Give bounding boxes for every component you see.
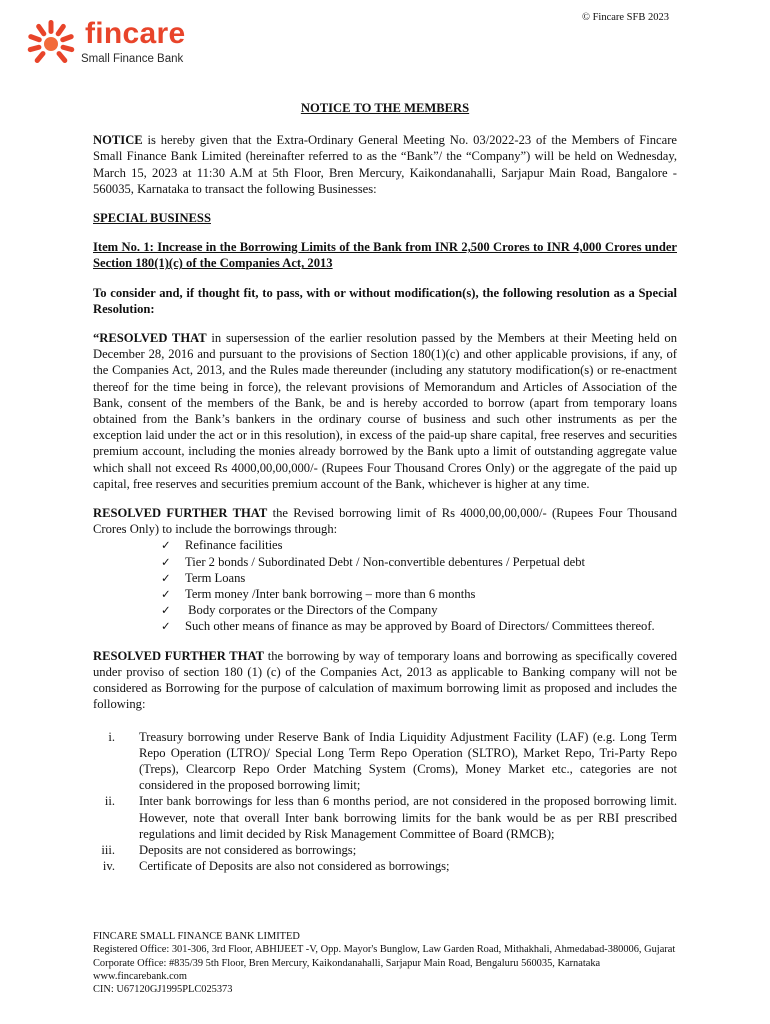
list-item <box>161 618 677 634</box>
list-item <box>161 602 677 618</box>
intro-text: is hereby given that the Extra-Ordinary General Meeting No. 03/2022-23 of the Members of Fincare Small Finance Bank Limited (hereinafter referred to as the “Bank”/ the “Company”) will be held on Wednesday, March 15, 2023 at 11:30 A.M at 5th Floor, Bren Mercury, Kaikondanahalli, Sarjapur Main Road, Bangalore - 560035, Karnataka to transact the following Businesses: <box>93 133 677 196</box>
list-item <box>93 858 677 874</box>
notice-title: NOTICE TO THE MEMBERS <box>300 101 470 115</box>
list-item-text: Inter bank borrowings for less than 6 months period, are not considered in the proposed borrowing limit. However, note that overall Inter bank borrowing limits for the bank would be as per RBI prescribed regulations and limit decided by Risk Management Committee of Board (RMCB); <box>139 794 677 841</box>
intro-lead: NOTICE <box>93 133 143 148</box>
exclusions-list <box>93 729 677 875</box>
list-item-number: i. <box>108 729 115 744</box>
special-business-heading <box>93 210 677 226</box>
list-item <box>161 537 677 553</box>
footer-registered-office: Registered Office: 301-306, 3rd Floor, ABHIJEET -V, Opp. Mayor's Bunglow, Law Garden Road, Mithakhali, Ahmedabad-380006, Gujarat <box>93 944 676 956</box>
list-item-label: Body corporates or the Directors of the Company <box>185 603 438 618</box>
resolved-paragraph-1 <box>93 330 677 492</box>
intro-paragraph <box>93 132 677 197</box>
footer-cin: CIN: U67120GJ1995PLC025373 <box>93 984 233 996</box>
resolved-lead-2: RESOLVED FURTHER THAT <box>93 506 268 521</box>
page-footer <box>93 930 693 996</box>
notice-body <box>93 100 677 874</box>
fincare-logo <box>25 18 225 74</box>
checkmark-icon: ✓ <box>161 619 171 634</box>
fincare-logo-mark-icon <box>25 18 77 70</box>
logo-tagline: Small Finance Bank <box>81 53 184 65</box>
list-item-label: Term money /Inter bank borrowing – more than 6 months <box>185 587 476 602</box>
list-item <box>93 729 677 794</box>
checkmark-icon: ✓ <box>161 570 171 585</box>
footer-company-name: FINCARE SMALL FINANCE BANK LIMITED <box>93 931 300 942</box>
special-business-label: SPECIAL BUSINESS <box>93 211 211 226</box>
consider-text: To consider and, if thought fit, to pass, with or without modification(s), the following resolution as a Special Resolution: <box>93 285 677 316</box>
list-item-text: Treasury borrowing under Reserve Bank of India Liquidity Adjustment Facility (LAF) (e.g. Long Term Repo Operation (LTRO)/ Special Long Term Repo Operation (SLTRO), Market Repo, Tri-Party Repo (Treps), Clearcorp Repo Order Matching System (Croms), Money Market etc., categories are not considered in the proposed borrowing limit; <box>139 729 677 793</box>
resolved-lead-3: RESOLVED FURTHER THAT <box>93 648 265 663</box>
resolved-lead-1: “RESOLVED THAT <box>93 331 207 346</box>
list-item <box>161 554 677 570</box>
borrowing-checklist <box>93 537 677 634</box>
footer-website-link[interactable]: www.fincarebank.com <box>93 970 187 982</box>
checkmark-icon: ✓ <box>161 603 171 618</box>
list-item <box>93 842 677 858</box>
resolved-text-1: in supersession of the earlier resolution passed by the Members at their Meeting held on December 28, 2016 and pursuant to the provisions of Section 180(1)(c) and other applicable provisions, if any, of the Companies Act, 2013, and the Rules made thereunder (including any statutory modification(s) or re-enactment thereof for the time being in force), the relevant provisions of Memorandum and Articles of Association of the Bank, consent of the members of the Bank, be and is hereby accorded to borrow (apart from temporary loans obtained from the Bank’s bankers in the ordinary course of business and such other instruments as per the exception laid under the act or in this resolution), in excess of the paid-up share capital, free reserves and securities premium account, including the monies already borrowed by the Bank upto a limit of outstanding aggregate value which shall not exceed Rs 4000,00,00,000/- (Rupees Four Thousand Crores Only) or the aggregate of the paid up capital, free reserves and securities premium account of the Bank, whichever is higher at any time. <box>93 331 677 491</box>
list-item-number: iv. <box>102 859 115 874</box>
list-item-number: ii. <box>104 794 115 809</box>
list-item-label: Tier 2 bonds / Subordinated Debt / Non-convertible debentures / Perpetual debt <box>185 554 586 569</box>
item-heading <box>93 239 677 271</box>
list-item-label: Term Loans <box>185 570 246 585</box>
footer-corporate-office: Corporate Office: #835/39 5th Floor, Bren Mercury, Kaikondanahalli, Sarjapur Main Road, Bengaluru 560035, Karnataka <box>93 957 601 969</box>
resolved-text-3: the borrowing by way of temporary loans and borrowing as specifically covered under proviso of section 180 (1) (c) of the Companies Act, 2013 as applicable to Banking company will not be considered as Borrowing for the purpose of calculation of maximum borrowing limit as proposed and includes the following: <box>93 648 677 712</box>
list-item-number: iii. <box>101 842 115 857</box>
list-item-label: Refinance facilities <box>185 538 283 553</box>
resolved-paragraph-2 <box>93 505 677 537</box>
list-item <box>161 570 677 586</box>
copyright-notice: © Fincare SFB 2023 <box>581 12 669 23</box>
list-item <box>161 586 677 602</box>
consider-paragraph <box>93 285 677 317</box>
item-heading-text: Item No. 1: Increase in the Borrowing Limits of the Bank from INR 2,500 Crores to INR 4,000 Crores under Section 180(1)(c) of the Companies Act, 2013 <box>93 240 677 271</box>
checkmark-icon: ✓ <box>161 554 171 569</box>
list-item-text: Certificate of Deposits are also not considered as borrowings; <box>139 859 450 874</box>
list-item <box>93 793 677 842</box>
checkmark-icon: ✓ <box>161 587 171 602</box>
resolved-paragraph-3 <box>93 648 677 713</box>
resolved-text-2: the Revised borrowing limit of Rs 4000,00,00,000/- (Rupees Four Thousand Crores Only) to include the borrowings through: <box>93 506 677 537</box>
checkmark-icon: ✓ <box>161 538 171 553</box>
list-item-text: Deposits are not considered as borrowings; <box>139 842 357 857</box>
logo-wordmark: fincare <box>85 17 186 50</box>
list-item-label: Such other means of finance as may be approved by Board of Directors/ Committees thereof. <box>185 619 655 634</box>
